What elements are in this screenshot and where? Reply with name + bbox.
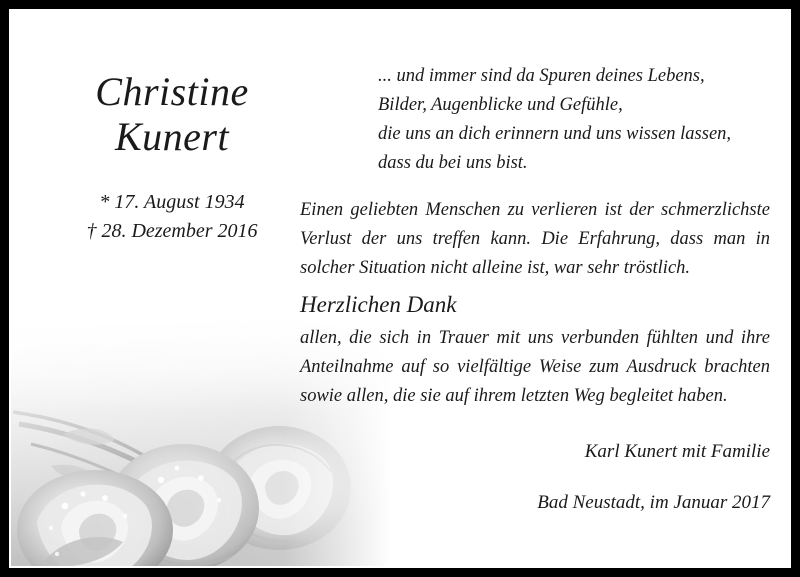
- death-date: † 28. Dezember 2016: [86, 219, 258, 242]
- gratitude-paragraph: allen, die sich in Trauer mit uns verbunden fühlten und ihre Anteilnahme auf so vielfältige Weise zum Ausdruck brachten sowie allen, die sie auf ihrem letzten Weg begleitet haben.: [300, 327, 770, 406]
- birth-date: * 17. August 1934: [99, 190, 245, 213]
- gratitude-block: [300, 290, 770, 410]
- family-signature: Karl Kunert mit Familie: [584, 441, 770, 462]
- deceased-last-name: Kunert: [114, 113, 230, 159]
- verse-line-2: Bilder, Augenblicke und Gefühle,: [378, 95, 623, 116]
- deceased-name: [22, 70, 322, 160]
- deceased-first-name: Christine: [95, 69, 249, 114]
- verse-line-4: dass du bei uns bist.: [378, 153, 528, 174]
- deceased-block: [22, 70, 322, 246]
- condolence-paragraph: Einen geliebten Menschen zu verlieren ist der schmerzlichste Verlust der uns treffen kann. Die Erfahrung, dass man in solcher Situation nicht alleine ist, war sehr tröstlich.: [300, 200, 770, 278]
- memorial-verse: [378, 62, 770, 178]
- condolence-paragraph-block: [300, 196, 770, 283]
- verse-text: [378, 62, 770, 178]
- place-and-date: Bad Neustadt, im Januar 2017: [537, 492, 770, 513]
- gratitude-heading: Herzlichen Dank: [300, 292, 457, 317]
- verse-line-1: ... und immer sind da Spuren deines Lebens,: [378, 66, 705, 86]
- verse-line-3: die uns an dich erinnern und uns wissen lassen,: [378, 124, 732, 145]
- life-dates: [22, 188, 322, 246]
